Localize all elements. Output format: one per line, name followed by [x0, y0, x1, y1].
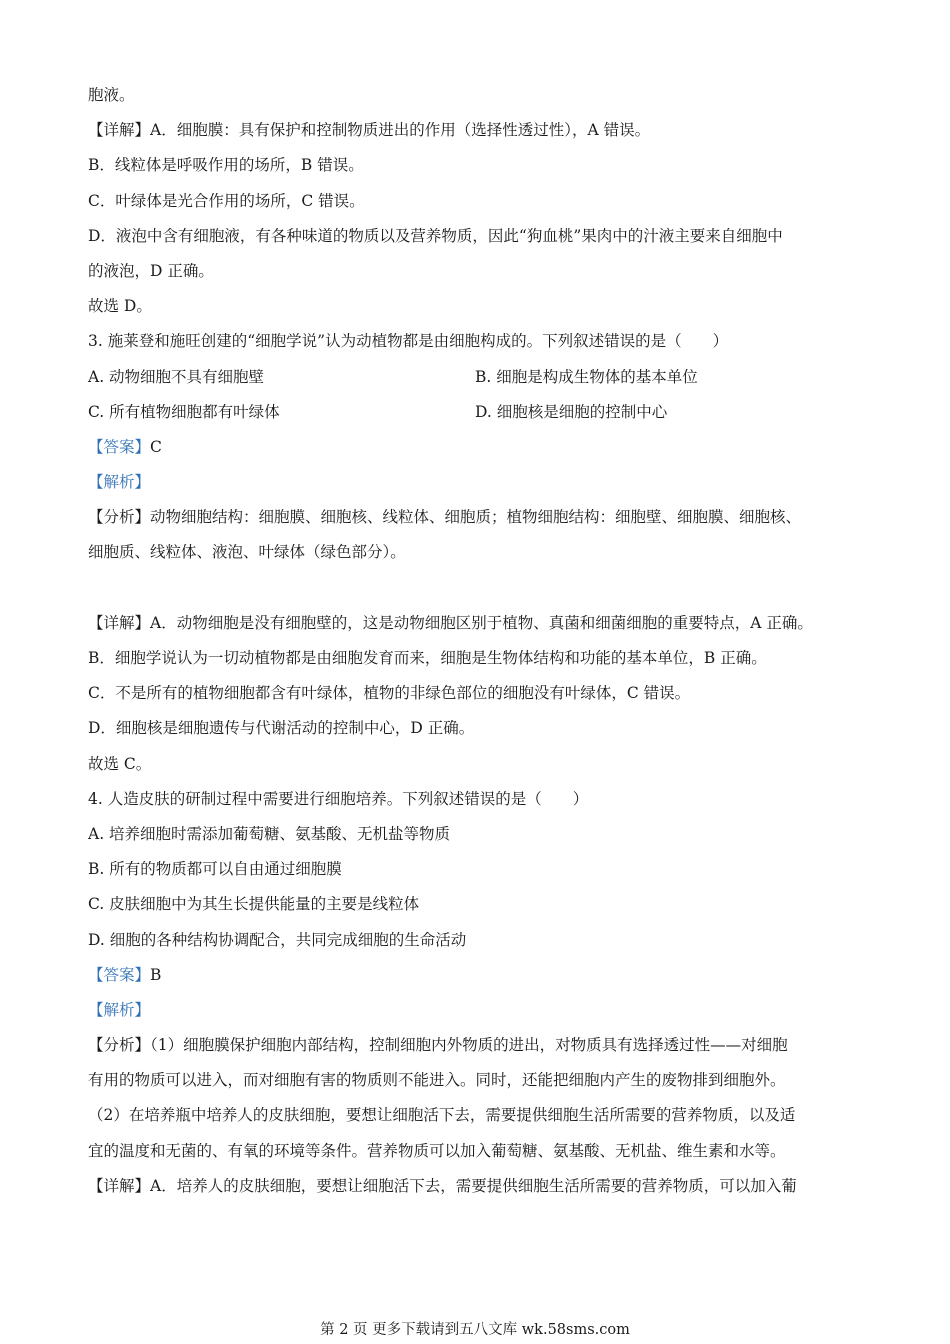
text-line: 【详解】A．动物细胞是没有细胞壁的，这是动物细胞区别于植物、真菌和细菌细胞的重要特点，A 正确。 — [88, 613, 813, 632]
text-line: （2）在培养瓶中培养人的皮肤细胞，要想让细胞活下去，需要提供细胞生活所需要的营养物质，以及适 — [88, 1106, 796, 1125]
question-3-options-row-2 — [88, 395, 878, 430]
question-3-options-row-1 — [88, 360, 878, 395]
text-line: 故选 D。 — [88, 297, 152, 316]
question-4-answer — [88, 958, 878, 993]
question-4-option-c: C. 皮肤细胞中为其生长提供能量的主要是线粒体 — [88, 895, 420, 914]
text-line: D．细胞核是细胞遗传与代谢活动的控制中心，D 正确。 — [88, 719, 475, 738]
question-3-option-d: D. 细胞核是细胞的控制中心 — [475, 402, 668, 421]
text-line: 细胞质、线粒体、液泡、叶绿体（绿色部分）。 — [88, 543, 406, 562]
question-4-option-a: A. 培养细胞时需添加葡萄糖、氨基酸、无机盐等物质 — [88, 824, 451, 843]
text-line: B．线粒体是呼吸作用的场所，B 错误。 — [88, 156, 364, 175]
answer-value: B — [150, 965, 162, 984]
text-line: 有用的物质可以进入，而对细胞有害的物质则不能进入。同时，还能把细胞内产生的废物排到细胞外。 — [88, 1071, 786, 1090]
text-line: 【分析】动物细胞结构：细胞膜、细胞核、线粒体、细胞质；植物细胞结构：细胞壁、细胞膜、细胞核、 — [88, 508, 802, 527]
analysis-tag: 【解析】 — [88, 1000, 151, 1019]
answer-tag: 【答案】 — [88, 437, 151, 456]
question-3-answer — [88, 430, 878, 465]
question-4-option-b: B. 所有的物质都可以自由通过细胞膜 — [88, 860, 342, 879]
question-4-stem: 4. 人造皮肤的研制过程中需要进行细胞培养。下列叙述错误的是（ ） — [88, 789, 589, 808]
text-line: 的液泡，D 正确。 — [88, 261, 214, 280]
question-3-option-a: A. 动物细胞不具有细胞壁 — [88, 367, 265, 386]
text-line: D．液泡中含有细胞液，有各种味道的物质以及营养物质，因此“狗血桃”果肉中的汁液主要来自细胞中 — [88, 226, 783, 245]
analysis-tag: 【解析】 — [88, 473, 151, 492]
text-line: B．细胞学说认为一切动植物都是由细胞发育而来，细胞是生物体结构和功能的基本单位，B 正确。 — [88, 649, 767, 667]
text-line: C．不是所有的植物细胞都含有叶绿体，植物的非绿色部位的细胞没有叶绿体，C 错误。 — [88, 684, 691, 703]
answer-tag: 【答案】 — [88, 965, 151, 984]
question-3-option-c: C. 所有植物细胞都有叶绿体 — [88, 402, 280, 421]
question-4-option-d: D. 细胞的各种结构协调配合，共同完成细胞的生命活动 — [88, 930, 467, 949]
text-line: 宜的温度和无菌的、有氧的环境等条件。营养物质可以加入葡萄糖、氨基酸、无机盐、维生素和水等。 — [88, 1141, 786, 1160]
answer-value: C — [150, 437, 162, 456]
question-3-option-b: B. 细胞是构成生物体的基本单位 — [475, 367, 698, 386]
document-body — [88, 78, 878, 1204]
question-3-stem: 3. 施莱登和施旺创建的“细胞学说”认为动植物都是由细胞构成的。下列叙述错误的是（ ） — [88, 332, 729, 351]
text-line: 【分析】（1）细胞膜保护细胞内部结构，控制细胞内外物质的进出，对物质具有选择透过性——对细胞 — [88, 1036, 788, 1055]
text-line: C．叶绿体是光合作用的场所，C 错误。 — [88, 191, 365, 210]
page-footer: 第 2 页 更多下载请到五八文库 wk.58sms.com — [320, 1322, 630, 1338]
text-line: 故选 C。 — [88, 754, 152, 773]
blank-line — [88, 571, 878, 606]
text-line: 胞液。 — [88, 86, 135, 104]
text-line: 【详解】A．培养人的皮肤细胞，要想让细胞活下去，需要提供细胞生活所需要的营养物质，可以加入葡 — [88, 1176, 797, 1195]
text-line: 【详解】A．细胞膜：具有保护和控制物质进出的作用（选择性透过性），A 错误。 — [88, 121, 651, 140]
